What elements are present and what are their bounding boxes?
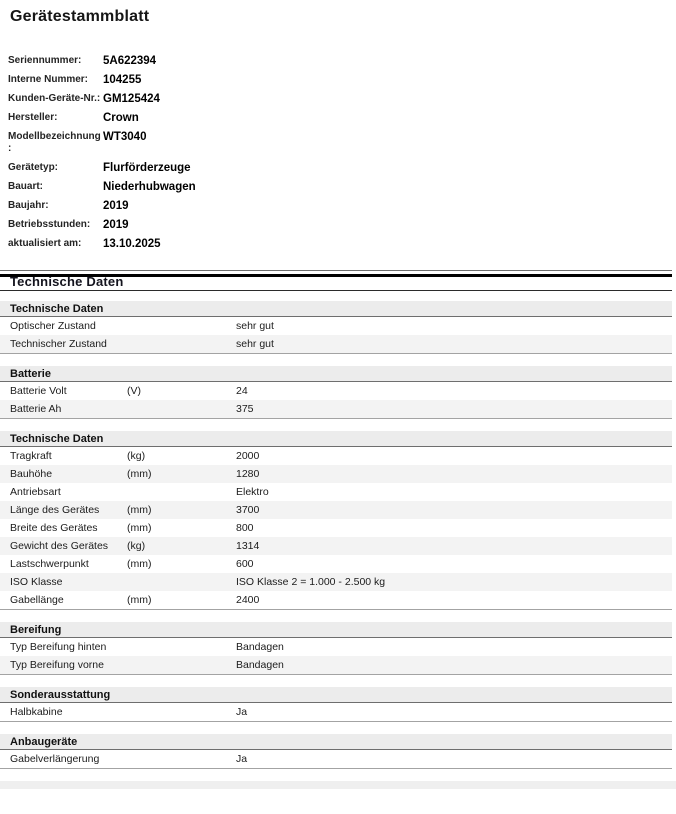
row-value: Bandagen bbox=[236, 641, 284, 653]
info-value: 5A622394 bbox=[103, 55, 157, 67]
table-row bbox=[0, 656, 672, 674]
row-label: Bauhöhe bbox=[10, 468, 53, 480]
table-bereifung bbox=[0, 622, 672, 675]
table-header: Bereifung bbox=[0, 622, 672, 638]
info-row-baujahr bbox=[8, 200, 408, 212]
row-unit: (mm) bbox=[127, 468, 152, 480]
row-value: 600 bbox=[236, 558, 254, 570]
row-value: 800 bbox=[236, 522, 254, 534]
table-header: Anbaugeräte bbox=[0, 734, 672, 750]
info-row-hersteller bbox=[8, 112, 408, 124]
row-unit: (mm) bbox=[127, 594, 152, 606]
table-row bbox=[0, 638, 672, 656]
row-label: Tragkraft bbox=[10, 450, 52, 462]
row-label: Antriebsart bbox=[10, 486, 61, 498]
info-row-kunden-geraete-nr bbox=[8, 93, 408, 105]
info-row-seriennummer bbox=[8, 55, 408, 67]
table-header: Technische Daten bbox=[0, 431, 672, 447]
info-label: aktualisiert am: bbox=[8, 238, 82, 249]
section-heading: Technische Daten bbox=[10, 274, 124, 289]
table-row bbox=[0, 703, 672, 721]
row-unit: (mm) bbox=[127, 522, 152, 534]
table-row bbox=[0, 335, 672, 353]
info-row-modellbezeichnung bbox=[8, 131, 408, 155]
info-value: 104255 bbox=[103, 74, 142, 86]
row-label: Breite des Gerätes bbox=[10, 522, 98, 534]
row-label: Lastschwerpunkt bbox=[10, 558, 89, 570]
row-value: 24 bbox=[236, 385, 248, 397]
row-value: 1280 bbox=[236, 468, 260, 480]
info-row-betriebsstunden bbox=[8, 219, 408, 231]
info-label: Interne Nummer: bbox=[8, 74, 89, 85]
row-unit: (mm) bbox=[127, 504, 152, 516]
info-value: Flurförderzeuge bbox=[103, 162, 191, 174]
info-label: Hersteller: bbox=[8, 112, 58, 123]
table-technische-daten-masse bbox=[0, 431, 672, 610]
row-unit: (kg) bbox=[127, 540, 146, 552]
row-value: 1314 bbox=[236, 540, 260, 552]
info-row-geraetetyp bbox=[8, 162, 408, 174]
table-body bbox=[0, 750, 672, 768]
table-row bbox=[0, 573, 672, 591]
row-value: 375 bbox=[236, 403, 254, 415]
table-row bbox=[0, 750, 672, 768]
info-value: Crown bbox=[103, 112, 139, 124]
row-label: Batterie Volt bbox=[10, 385, 67, 397]
table-body bbox=[0, 382, 672, 418]
table-header: Technische Daten bbox=[0, 301, 672, 317]
table-row bbox=[0, 382, 672, 400]
row-value: 3700 bbox=[236, 504, 260, 516]
table-technische-daten-zustand bbox=[0, 301, 672, 354]
table-row bbox=[0, 501, 672, 519]
row-label: Typ Bereifung hinten bbox=[10, 641, 107, 653]
info-label: Modellbezeichnung : bbox=[8, 131, 101, 154]
info-row-interne-nummer bbox=[8, 74, 408, 86]
info-label: Gerätetyp: bbox=[8, 162, 59, 173]
table-row bbox=[0, 400, 672, 418]
table-row bbox=[0, 555, 672, 573]
info-value: WT3040 bbox=[103, 131, 147, 143]
section-heading-rule bbox=[0, 274, 672, 291]
table-row bbox=[0, 317, 672, 335]
table-row bbox=[0, 465, 672, 483]
table-row bbox=[0, 591, 672, 609]
table-sonderausstattung bbox=[0, 687, 672, 722]
row-label: Optischer Zustand bbox=[10, 320, 96, 332]
row-unit: (kg) bbox=[127, 450, 146, 462]
info-label: Baujahr: bbox=[8, 200, 49, 211]
row-label: Halbkabine bbox=[10, 706, 63, 718]
row-unit: (V) bbox=[127, 385, 141, 397]
info-label: Seriennummer: bbox=[8, 55, 82, 66]
row-label: Länge des Gerätes bbox=[10, 504, 100, 516]
table-header: Sonderausstattung bbox=[0, 687, 672, 703]
table-row bbox=[0, 537, 672, 555]
info-label: Kunden-Geräte-Nr.: bbox=[8, 93, 101, 104]
table-anbaugeraete bbox=[0, 734, 672, 769]
table-body bbox=[0, 703, 672, 721]
row-value: Ja bbox=[236, 753, 248, 765]
table-body bbox=[0, 447, 672, 609]
table-header: Batterie bbox=[0, 366, 672, 382]
row-value: sehr gut bbox=[236, 320, 274, 332]
table-row bbox=[0, 447, 672, 465]
info-value: GM125424 bbox=[103, 93, 160, 105]
info-label: Betriebsstunden: bbox=[8, 219, 91, 230]
section-divider-rule bbox=[0, 270, 672, 271]
table-body bbox=[0, 638, 672, 674]
row-value: ISO Klasse 2 = 1.000 - 2.500 kg bbox=[236, 576, 386, 588]
next-section-cutoff-strip bbox=[0, 781, 676, 789]
info-row-aktualisiert-am bbox=[8, 238, 408, 250]
table-row bbox=[0, 483, 672, 501]
row-value: 2000 bbox=[236, 450, 260, 462]
info-row-bauart bbox=[8, 181, 408, 193]
table-body bbox=[0, 317, 672, 353]
info-label: Bauart: bbox=[8, 181, 44, 192]
row-label: Batterie Ah bbox=[10, 403, 62, 415]
table-row bbox=[0, 519, 672, 537]
row-unit: (mm) bbox=[127, 558, 152, 570]
info-value: 2019 bbox=[103, 200, 129, 212]
table-batterie bbox=[0, 366, 672, 419]
row-label: Gabellänge bbox=[10, 594, 64, 606]
info-value: Niederhubwagen bbox=[103, 181, 196, 193]
row-value: Elektro bbox=[236, 486, 269, 498]
row-value: Bandagen bbox=[236, 659, 284, 671]
row-label: Technischer Zustand bbox=[10, 338, 107, 350]
info-value: 2019 bbox=[103, 219, 129, 231]
row-label: Gewicht des Gerätes bbox=[10, 540, 109, 552]
info-value: 13.10.2025 bbox=[103, 238, 161, 250]
device-info-block bbox=[8, 55, 408, 250]
row-label: ISO Klasse bbox=[10, 576, 63, 588]
row-value: sehr gut bbox=[236, 338, 274, 350]
row-label: Gabelverlängerung bbox=[10, 753, 100, 765]
row-label: Typ Bereifung vorne bbox=[10, 659, 104, 671]
row-value: 2400 bbox=[236, 594, 260, 606]
page-title: Gerätestammblatt bbox=[10, 8, 150, 25]
row-value: Ja bbox=[236, 706, 248, 718]
